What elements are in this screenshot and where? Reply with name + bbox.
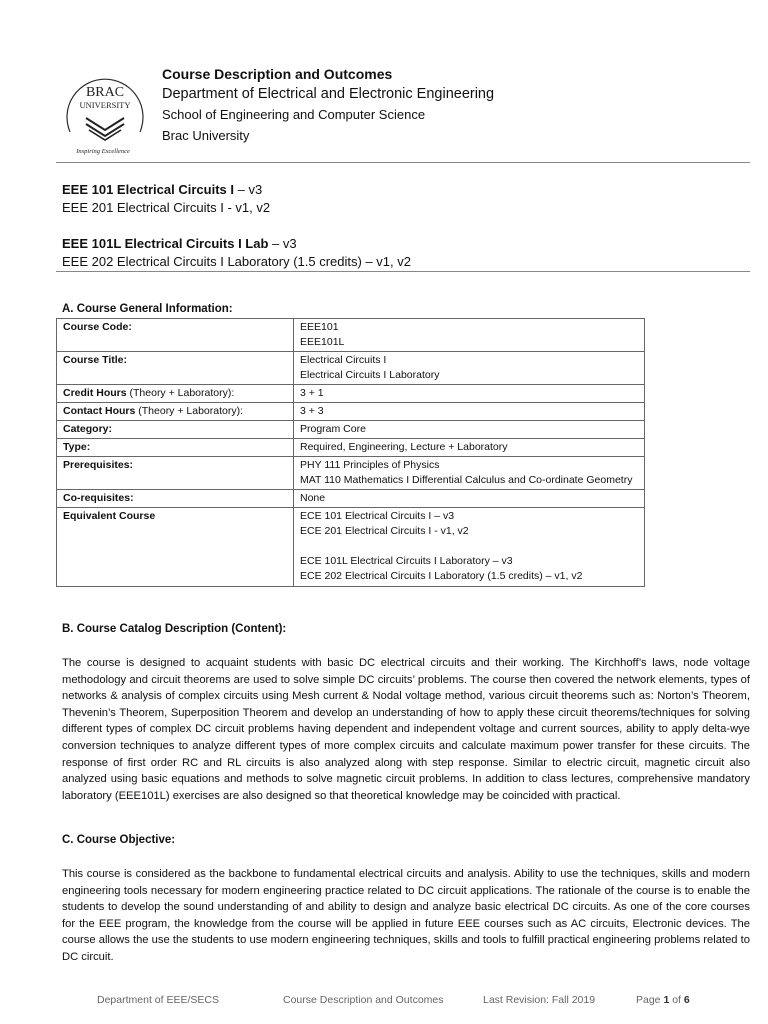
table-value: EEE101 EEE101L xyxy=(294,319,645,352)
document-title: Course Description and Outcomes xyxy=(162,66,393,82)
table-row xyxy=(57,508,645,587)
table-key: Credit Hours (Theory + Laboratory): xyxy=(57,385,294,403)
table-key: Co-requisites: xyxy=(57,490,294,508)
course-1-title: EEE 101 Electrical Circuits I – v3 xyxy=(62,182,263,197)
table-key: Category: xyxy=(57,421,294,439)
table-key: Course Title: xyxy=(57,352,294,385)
table-value: 3 + 1 xyxy=(294,385,645,403)
course-2-title: EEE 101L Electrical Circuits I Lab – v3 xyxy=(62,236,297,251)
university-name: Brac University xyxy=(162,128,250,143)
section-b-heading: B. Course Catalog Description (Content): xyxy=(62,623,287,635)
table-row xyxy=(57,421,645,439)
table-row xyxy=(57,457,645,490)
table-value: None xyxy=(294,490,645,508)
department-name: Department of Electrical and Electronic Engineering xyxy=(162,86,495,102)
table-row xyxy=(57,403,645,421)
section-a-heading: A. Course General Information: xyxy=(62,303,233,315)
table-value: PHY 111 Principles of Physics MAT 110 Mathematics I Differential Calculus and Co-ordinate Geometry xyxy=(294,457,645,490)
table-key: Prerequisites: xyxy=(57,457,294,490)
table-value: Required, Engineering, Lecture + Laboratory xyxy=(294,439,645,457)
section-c-body: This course is considered as the backbone to fundamental electrical circuits and analysis. Ability to use the techniques, skills and modern engineering tools necessary for modern engineering practice related to DC circuit applications. The rationale of the course is to enable the students to develop the sound understanding of and ability to design and analyze basic electrical DC circuits. As one of the core courses for the EEE program, the knowledge from the course will be applied in future EEE courses such as AC circuits, Electronic devices. The course allows the use the students to use modern engineering techniques, skills and tools to fulfill practical engineering problems related to DC circuit. xyxy=(62,868,750,963)
course-2-alt: EEE 202 Electrical Circuits I Laboratory (1.5 credits) – v1, v2 xyxy=(62,254,411,269)
logo-text-university: UNIVERSITY xyxy=(79,100,131,110)
logo-text-brac: BRAC xyxy=(85,85,125,100)
course-info-table xyxy=(56,318,645,587)
footer-page-number: Page 1 of 6 xyxy=(636,994,690,1006)
table-key: Equivalent Course xyxy=(57,508,294,587)
table-value: Electrical Circuits I Electrical Circuits I Laboratory xyxy=(294,352,645,385)
footer-department: Department of EEE/SECS xyxy=(97,994,219,1006)
table-row xyxy=(57,490,645,508)
table-row xyxy=(57,352,645,385)
header-divider xyxy=(56,162,750,163)
table-row xyxy=(57,319,645,352)
logo-tagline: Inspiring Excellence xyxy=(76,148,130,155)
table-value: 3 + 3 xyxy=(294,403,645,421)
course-divider xyxy=(56,271,750,272)
footer-revision: Last Revision: Fall 2019 xyxy=(483,994,596,1006)
course-1-alt: EEE 201 Electrical Circuits I - v1, v2 xyxy=(62,200,271,215)
school-name: School of Engineering and Computer Science xyxy=(162,107,426,122)
section-c-heading: C. Course Objective: xyxy=(62,834,176,846)
table-value: Program Core xyxy=(294,421,645,439)
footer-document: Course Description and Outcomes xyxy=(283,994,444,1006)
table-key: Type: xyxy=(57,439,294,457)
table-value: ECE 101 Electrical Circuits I – v3 ECE 201 Electrical Circuits I - v1, v2 ECE 101L Electrical Circuits I Laboratory – v3 ECE 202 Electrical Circuits I Laboratory (1.5 credits) – v1, v2 xyxy=(294,508,645,587)
table-key: Contact Hours (Theory + Laboratory): xyxy=(57,403,294,421)
brac-university-logo xyxy=(56,66,154,156)
table-row xyxy=(57,385,645,403)
table-row xyxy=(57,439,645,457)
section-b-body: The course is designed to acquaint students with basic DC electrical circuits and their working. The Kirchhoff’s laws, node voltage methodology and circuit theorems are used to solve simple DC circuits’ problems. The course then covered the network elements, types of networks & analysis of complex circuits using Mesh current & Nodal voltage method, various circuit theorems such as: Norton’s Theorem, Thevenin’s Theorem, Superposition Theorem and develop an understanding of how to apply these circuit theorems/techniques for solving different types of complex DC circuit problems having dependent and independent voltage and current sources, ability to apply delta-wye conversion techniques to analyze different types of more complex circuits and calculate maximum power transfer for these circuits. The response of first order RC and RL circuits is also analyzed along with step response. Similar to electric circuit, magnetic circuit also analyzed using basic equations and methods to solve magnetic circuit problems. In addition to class lectures, comprehensive mandatory laboratory (EEE101L) exercises are also designed so that theoretical knowledge may be coincided with practical. xyxy=(62,657,750,802)
table-key: Course Code: xyxy=(57,319,294,352)
